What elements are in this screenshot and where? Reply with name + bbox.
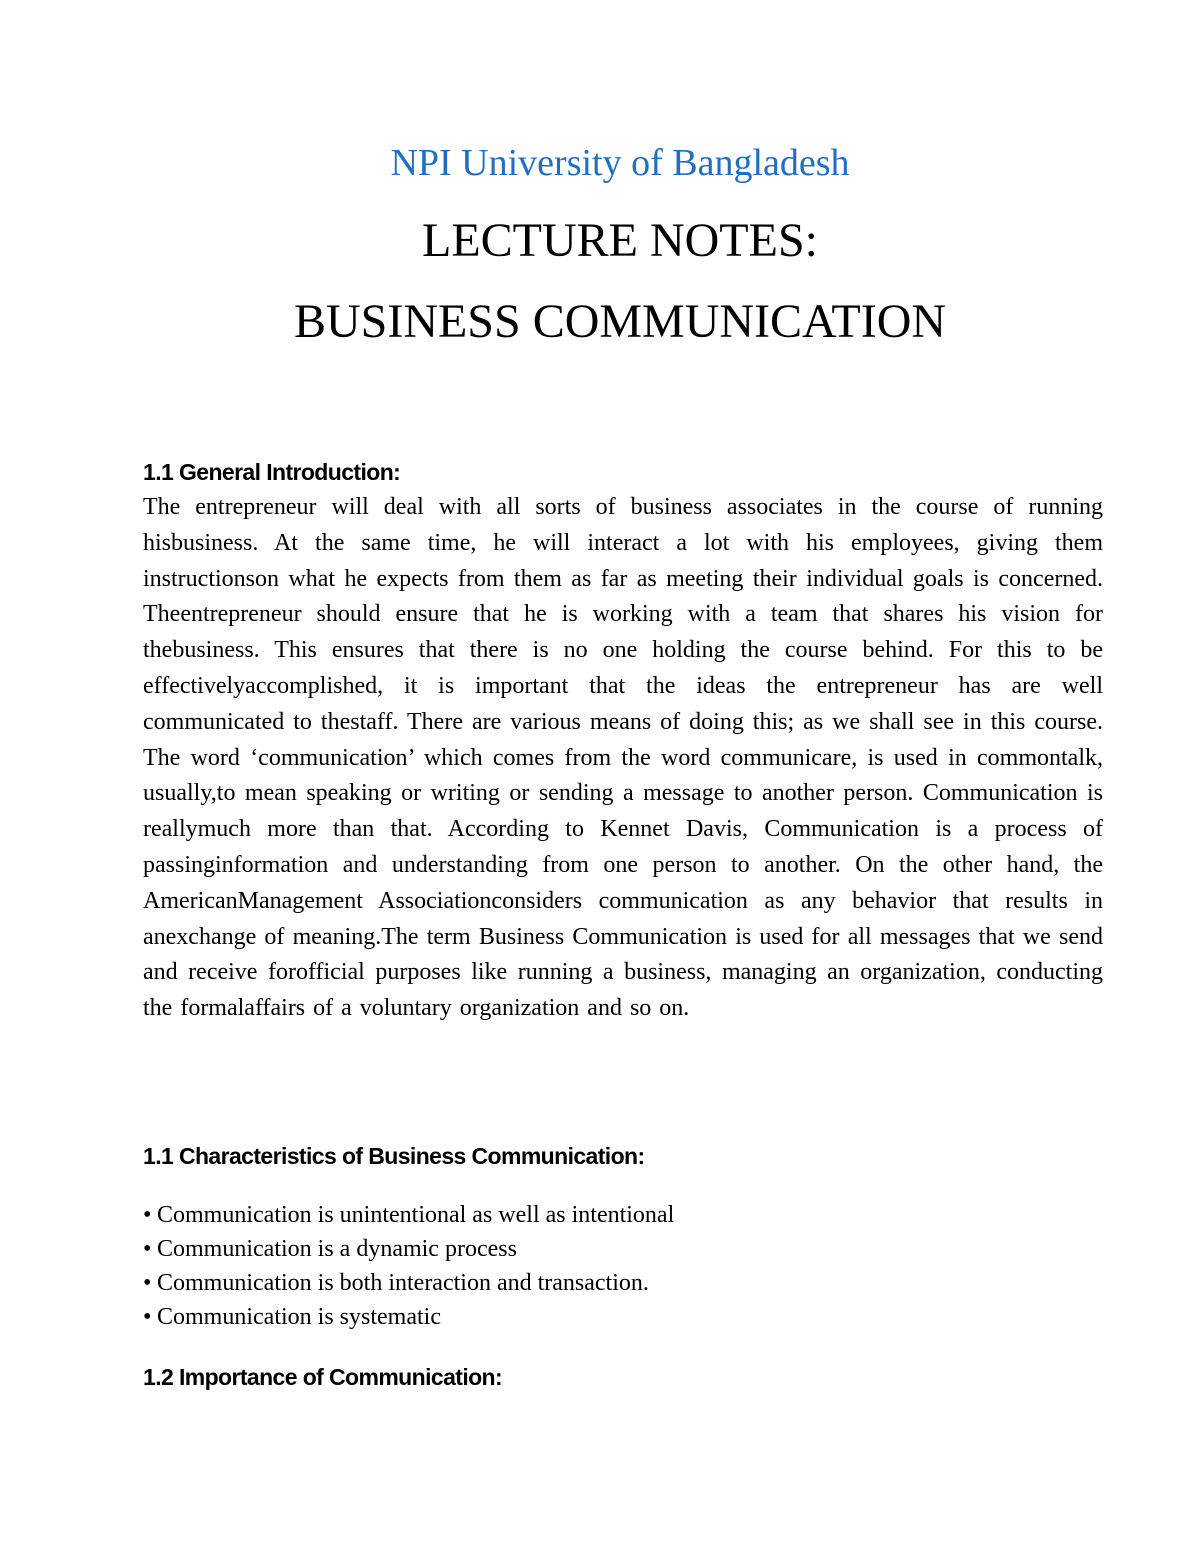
bullet-icon: • — [143, 1304, 152, 1330]
section-heading-importance: 1.2 Importance of Communication: — [143, 1364, 503, 1390]
list-item-text: Communication is unintentional as well as intentional — [157, 1202, 675, 1228]
bullet-icon: • — [143, 1202, 152, 1228]
list-item — [143, 1198, 674, 1232]
section-heading-general-introduction: 1.1 General Introduction: — [143, 459, 401, 485]
document-title-line-1: LECTURE NOTES: — [422, 214, 818, 267]
document-title-line-2: BUSINESS COMMUNICATION — [293, 295, 947, 348]
list-item-text: Communication is systematic — [157, 1304, 441, 1330]
list-item — [143, 1232, 674, 1266]
list-item-text: Communication is a dynamic process — [157, 1236, 517, 1262]
list-item — [143, 1266, 674, 1300]
university-name: NPI University of Bangladesh — [390, 142, 850, 184]
general-introduction-paragraph: The entrepreneur will deal with all sorts of business associates in the course of running hisbusiness. At the same time, he will interact a lot with his employees, giving them instructionson what he expects from them as far as meeting their individual goals is concerned. Theentrepreneur should ensure that he is working with a team that shares his vision for thebusiness. This ensures that there is no one holding the course behind. For this to be effectivelyaccomplished, it is important that the ideas the entrepreneur has are well communicated to thestaff. There are various means of doing this; as we shall see in this course. The word ‘communication’ which comes from the word communicare, is used in commontalk, usually,to mean speaking or writing or sending a message to another person. Communication is reallymuch more than that. According to Kennet Davis, Communication is a process of passinginformation and understanding from one person to another. On the other hand, the AmericanManagement Associationconsiders communication as any behavior that results in anexchange of meaning.The term Business Communication is used for all messages that we send and receive forofficial purposes like running a business, managing an organization, conducting the formalaffairs of a voluntary organization and so on. — [143, 494, 1103, 1022]
section-heading-characteristics: 1.1 Characteristics of Business Communication: — [143, 1143, 645, 1169]
bullet-icon: • — [143, 1270, 152, 1296]
characteristics-list — [143, 1198, 674, 1334]
list-item-text: Communication is both interaction and transaction. — [157, 1270, 649, 1296]
bullet-icon: • — [143, 1236, 152, 1262]
list-item — [143, 1300, 674, 1334]
